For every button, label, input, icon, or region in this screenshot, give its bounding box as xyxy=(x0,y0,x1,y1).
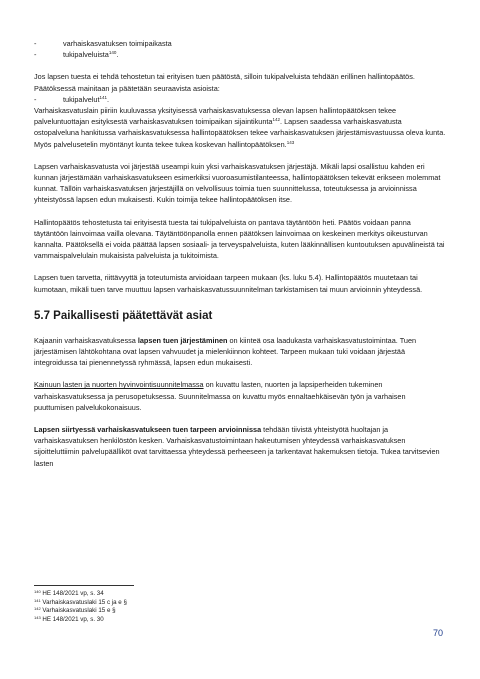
list-item: - tukipalvelut$^{141}$. xyxy=(34,94,110,104)
list-1 xyxy=(34,38,446,60)
list-item: - varhaiskasvatuksen toimipaikasta xyxy=(34,39,172,48)
paragraph xyxy=(34,105,446,150)
list-item-tail: . xyxy=(107,94,110,104)
text-run: Varhaiskasvatuslain piiriin kuuluvassa yksityisessä varhaiskasvatuksessa olevan lapsen hallintopäätöksen tekee palveluntuottajan esityksestä varhaiskasvatuksen toimipaikan sijaintikunta xyxy=(34,106,397,127)
footnote xyxy=(34,607,127,616)
footnote-divider xyxy=(34,585,134,586)
footnote-number: 142 xyxy=(34,606,41,612)
section-heading: 5.7 Paikallisesti päätettävät asiat xyxy=(34,309,213,322)
paragraph: Hallintopäätös tehostetusta tai erityisestä tuesta tai tukipalveluista on pantava täytäntöön heti. Päätös voidaan panna täytäntöön lainvoimaa vailla olevana. Täytäntöönpanolla ennen päätöksen lainvoimaa on keskeinen merkitys oikeusturvan kannalta. Päätöksellä ei voida päättää lapsen sosiaali- ja terveyspalveluista, kuten lääkinnällisen kuntoutuksen apuvälineistä tai vammaispalvelulain mukaisista palveluista ja tukitoimista. xyxy=(34,217,445,261)
list-item-text: tukipalveluista xyxy=(63,50,109,60)
footnote-number: 141 xyxy=(34,597,41,603)
paragraph xyxy=(34,335,446,369)
text-run: on kiinteä osa laadukasta varhaiskasvatustoimintaa. Tuen järjestämisen lähtökohtana ovat lapsen vahvuudet ja mielenkiinnon kohteet. Tarpeen mukaan tuki voidaan järjestää integroidussa tai pienennetyssä ryhmässä, lapsen edun mukaisesti. xyxy=(34,335,417,368)
paragraph xyxy=(34,379,446,413)
footnote xyxy=(34,590,127,599)
list-item-text: tukipalvelut xyxy=(63,94,100,104)
text-run: Kajaanin varhaiskasvatuksessa xyxy=(34,335,138,345)
footnote-text: HE 148/2021 vp, s. 30 xyxy=(40,615,104,623)
bold-text: Lapsen siirtyessä varhaiskasvatukseen tuen tarpeen arvioinnissa xyxy=(34,425,262,435)
paragraph: Lapsen tuen tarvetta, riittävyyttä ja toteutumista arvioidaan tarpeen mukaan (ks. luku 5.4). Hallintopäätös muutetaan tai kumotaan, mikäli tuen tarve muuttuu lapsen varhaiskasvatussuunnitelman tarkistamisen tai muun arvioinnin yhteydessä. xyxy=(34,273,423,294)
footnote-ref[interactable]: 140 xyxy=(108,50,117,56)
document-body xyxy=(34,38,446,480)
footnote-text: Varhaiskasvatuslaki 15 c ja e § xyxy=(40,598,127,606)
paragraph: Lapsen varhaiskasvatusta voi järjestää useampi kuin yksi varhaiskasvatuksen järjestäjä. Mikäli lapsi osallistuu kahden eri kunnan järjestämään varhaiskasvatukseen esimerkiksi vuoroasumistilanteessa, hallintopäätöksen tekevät erikseen molemmat kunnat. Tällöin varhaiskasvatuksen järjestäjillä on velvollisuus toimia tuen suunnittelussa, toteutuksessa ja arvioinnissa yhteistyössä lapsen edun mukaisesti. Kukin toimija tekee hallintopäätöksen itse. xyxy=(34,161,441,205)
list-item-tail: . xyxy=(116,50,119,60)
footnote xyxy=(34,599,127,608)
paragraph: Jos lapsen tuesta ei tehdä tehostetun tai erityisen tuen päätöstä, silloin tukipalveluista tehdään erillinen hallintopäätös. Päätöksessä mainitaan ja päätetään seuraavista asioista: xyxy=(34,72,415,93)
list-item-text: varhaiskasvatuksen toimipaikasta xyxy=(63,39,172,48)
footnote-number: 143 xyxy=(34,614,41,620)
footnote-ref[interactable]: 141 xyxy=(99,94,108,100)
underlined-link[interactable]: Kainuun lasten ja nuorten hyvinvointisuunnitelmassa xyxy=(34,380,204,390)
footnotes xyxy=(34,590,127,624)
text-run: . Lapsen saadessa varhaiskasvatusta ostopalveluna hankitussa varhaiskasvatuksessa hallintopäätöksen tekee varhaiskasvatuksen järjestämisvastuussa oleva kunta. Myös palvelusetelin myöntänyt kunta tekee tukea koskevan hallintopäätöksen. xyxy=(34,117,446,149)
footnote-text: Varhaiskasvatuslaki 15 e § xyxy=(40,607,116,615)
page-number: 70 xyxy=(433,628,444,638)
text-run: on kuvattu lasten, nuorten ja lapsiperheiden tukeminen varhaiskasvatuksessa ja perusopetuksessa. Suunnitelmassa on kuvattu myös ennaltaehkäisevän työn ja varhaisen puuttumisen palvelukokonaisuus. xyxy=(34,380,406,412)
footnote-ref[interactable]: 142 xyxy=(272,117,281,123)
footnote-number: 140 xyxy=(34,589,41,594)
paragraph xyxy=(34,424,446,469)
footnote-ref[interactable]: 143 xyxy=(286,139,295,145)
text-run: tehdään tiivistä yhteistyötä huoltajan ja varhaiskasvatuksen henkilöstön kesken. Varhaiskasvatustoimintaan hakeutumisen yhteydessä varhaiskasvatuksen sijoitteluttiimin palvelupäälliköt ovat tarvittaessa yhteydessä perheeseen ja tarkentavat hakemuksen tietoja. Tukea tarvitsevien lasten xyxy=(34,425,440,468)
list-item: - tukipalveluista$^{140}$. xyxy=(34,50,119,60)
footnote-text: HE 148/2021 vp, s. 34 xyxy=(40,590,104,597)
bold-text: lapsen tuen järjestäminen xyxy=(137,335,228,345)
footnote xyxy=(34,616,127,625)
